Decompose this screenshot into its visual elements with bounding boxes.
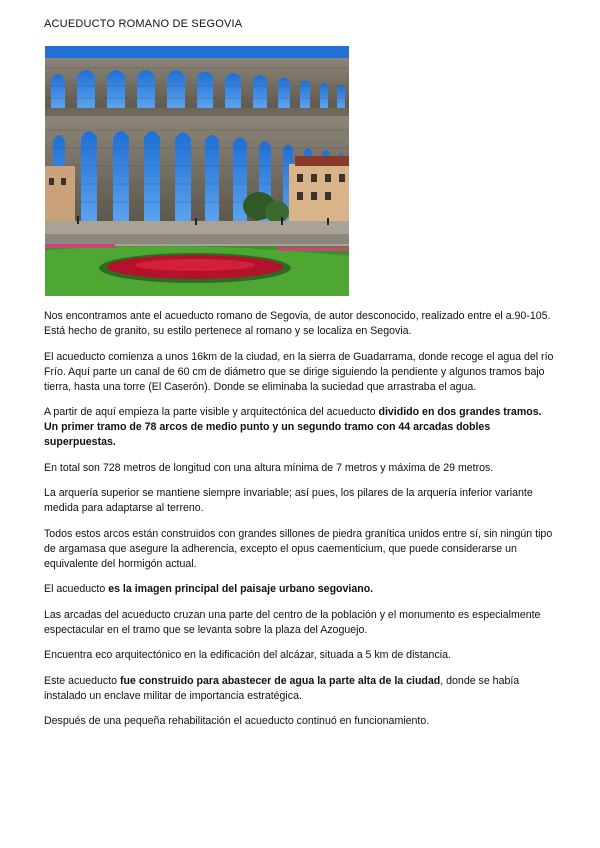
paragraph-text: Después de una pequeña rehabilitación el acueducto continuó en funcionamiento. [44, 715, 430, 727]
paragraph-text: , donde se había instalado un enclave militar de importancia estratégica. [44, 674, 520, 702]
paragraph-6 [44, 527, 558, 572]
paragraph-bold-text: fue construido para abastecer de agua la parte alta de la ciudad [119, 674, 441, 687]
paragraph-3 [44, 405, 558, 450]
paragraph-5 [44, 486, 558, 516]
paragraph-text: Nos encontramos ante el acueducto romano de Segovia, de autor desconocido, realizado entre el a.90-105. Está hecho de granito, su estilo pertenece al romano y se localiza en Segovia. [44, 310, 551, 337]
paragraph-11 [44, 714, 558, 729]
paragraph-text: Las arcadas del acueducto cruzan una parte del centro de la población y el monumento es especialmente espectacular en el tramo que se levanta sobre la plaza del Azoguejo. [44, 608, 541, 636]
paragraph-1 [44, 309, 558, 339]
paragraph-7 [44, 582, 558, 597]
document-title: ACUEDUCTO ROMANO DE SEGOVIA [44, 18, 243, 30]
paragraph-text: Este acueducto [44, 674, 120, 687]
paragraph-bold-text: es la imagen principal del paisaje urbano segoviano. [108, 583, 374, 595]
paragraph-text: En total son 728 metros de longitud con una altura mínima de 7 metros y máxima de 29 metros. [44, 461, 494, 474]
paragraph-text: El acueducto [44, 583, 109, 595]
aqueduct-photo-illustration [45, 46, 349, 296]
paragraph-text: El acueducto comienza a unos 16km de la ciudad, en la sierra de Guadarrama, donde recoge el agua del río Frío. Aquí parte un canal de 60 cm de diámetro que se dirige siguiendo la pendiente y algunos tramos bajo tierra, hasta una torre (El Caserón). Donde se eliminaba la suciedad que arrastraba el agua. [44, 350, 554, 393]
paragraph-text: Todos estos arcos están construidos con grandes sillones de piedra granítica unidos entre sí, sin ningún tipo de argamasa que asegure la adherencia, excepto el opus caementicium, que puede considerarse un equivalente del hormigón actual. [44, 527, 553, 570]
paragraph-text: La arquería superior se mantiene siempre invariable; así pues, los pilares de la arquería inferior variante medida para adaptarse al terreno. [44, 487, 533, 514]
paragraph-9 [44, 648, 558, 663]
paragraph-text: A partir de aquí empieza la parte visible y arquitectónica del acueducto [44, 406, 379, 418]
paragraph-4 [44, 461, 558, 476]
aqueduct-photo [45, 46, 349, 296]
paragraph-8 [44, 608, 558, 638]
paragraph-bold-text: dividido en dos grandes tramos. Un primer tramo de 78 arcos de medio punto y un segundo tramo con 44 arcadas dobles superpuestas. [44, 406, 542, 448]
paragraph-2 [44, 350, 558, 395]
paragraph-text: Encuentra eco arquitectónico en la edificación del alcázar, situada a 5 km de distancia. [44, 649, 451, 661]
article-body [44, 309, 558, 740]
paragraph-10 [44, 674, 558, 704]
